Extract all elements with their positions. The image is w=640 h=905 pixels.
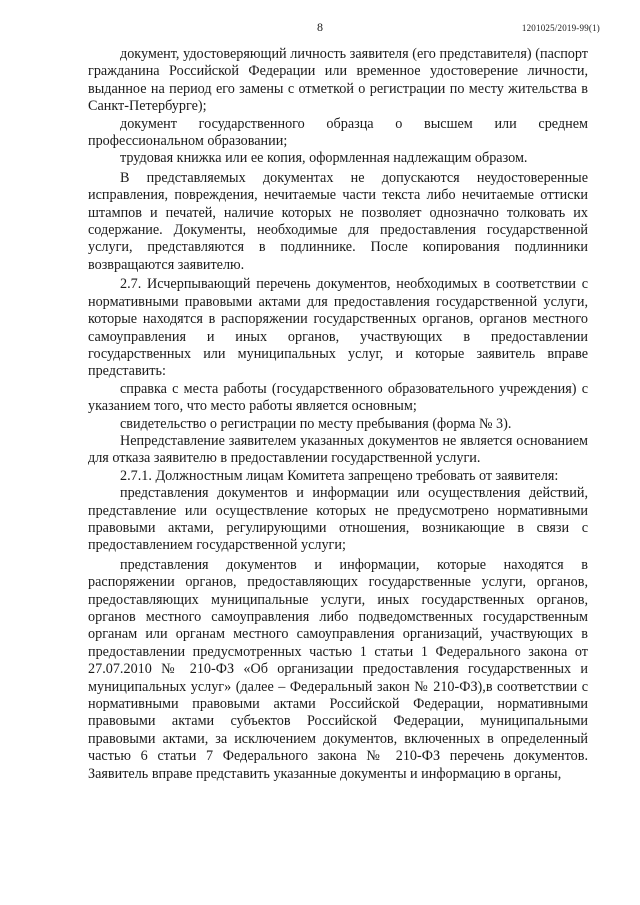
paragraph-section-2-7: 2.7. Исчерпывающий перечень документов, необходимых в соответствии с нормативными правовыми актами для предоставления государственной услуги, которые находятся в распоряжении государственных органов, органов местного самоуправления и иных органов, участвующих в предоставлении государственных или муниципальных услуг, и которые заявитель вправе представить: bbox=[88, 276, 588, 380]
document-body bbox=[88, 46, 588, 783]
paragraph-registration-certificate: свидетельство о регистрации по месту пребывания (форма № 3). bbox=[120, 415, 512, 432]
document-code: 1201025/2019-99(1) bbox=[521, 23, 600, 33]
paragraph-prohibition-documents: представления документов и информации, которые находятся в распоряжении органов, предоставляющих государственные услуги, органов, предоставляющих муниципальные услуги, иных государственных органов, органов местного самоуправления либо подведомственных государственным органам или органам местного самоуправления организаций, участвующих в предоставлении предусмотренных частью 1 статьи 1 Федерального закона от 27.07.2010 № 210-ФЗ «Об организации предоставления государственных и муниципальных услуг» (далее – Федеральный закон № 210-ФЗ),в соответствии с нормативными правовыми актами Российской Федерации, нормативными правовыми актами субъектов Российской Федерации, муниципальными правовыми актами, за исключением документов, включенных в определенный частью 6 статьи 7 Федерального закона № 210-ФЗ перечень документов. Заявитель вправе представить указанные документы и информацию в органы, bbox=[88, 556, 588, 782]
paragraph-document-requirements: В представляемых документах не допускаются неудостоверенные исправления, повреждения, нечитаемые части текста либо нечитаемые оттиски штампов и печатей, наличие которых не позволяет однозначно толковать их содержание. Документы, необходимые для предоставления государственной услуги, представляются в подлиннике. После копирования подлинники возвращаются заявителю. bbox=[88, 169, 588, 273]
paragraph-non-submission: Непредставление заявителем указанных документов не является основанием для отказа заявителю в предоставлении государственной услуги. bbox=[88, 432, 588, 467]
paragraph-education-document: документ государственного образца о высшем или среднем профессиональном образовании; bbox=[88, 115, 588, 150]
paragraph-prohibition-actions: представления документов и информации или осуществления действий, представление или осуществление которых не предусмотрено нормативными правовыми актами, регулирующими отношения, возникающие в связи с предоставлением государственной услуги; bbox=[88, 485, 588, 554]
paragraph-identity-document: документ, удостоверяющий личность заявителя (его представителя) (паспорт гражданина Российской Федерации или временное удостоверение личности, выданное на период его замены с отметкой о регистрации по месту жительства в Санкт-Петербурге); bbox=[88, 46, 588, 115]
page-number: 8 bbox=[317, 20, 323, 34]
paragraph-section-2-7-1: 2.7.1. Должностным лицам Комитета запрещено требовать от заявителя: bbox=[120, 467, 559, 484]
paragraph-work-record: трудовая книжка или ее копия, оформленная надлежащим образом. bbox=[120, 150, 528, 167]
paragraph-work-certificate: справка с места работы (государственного образовательного учреждения) с указанием того, что место работы является основным; bbox=[88, 380, 588, 415]
